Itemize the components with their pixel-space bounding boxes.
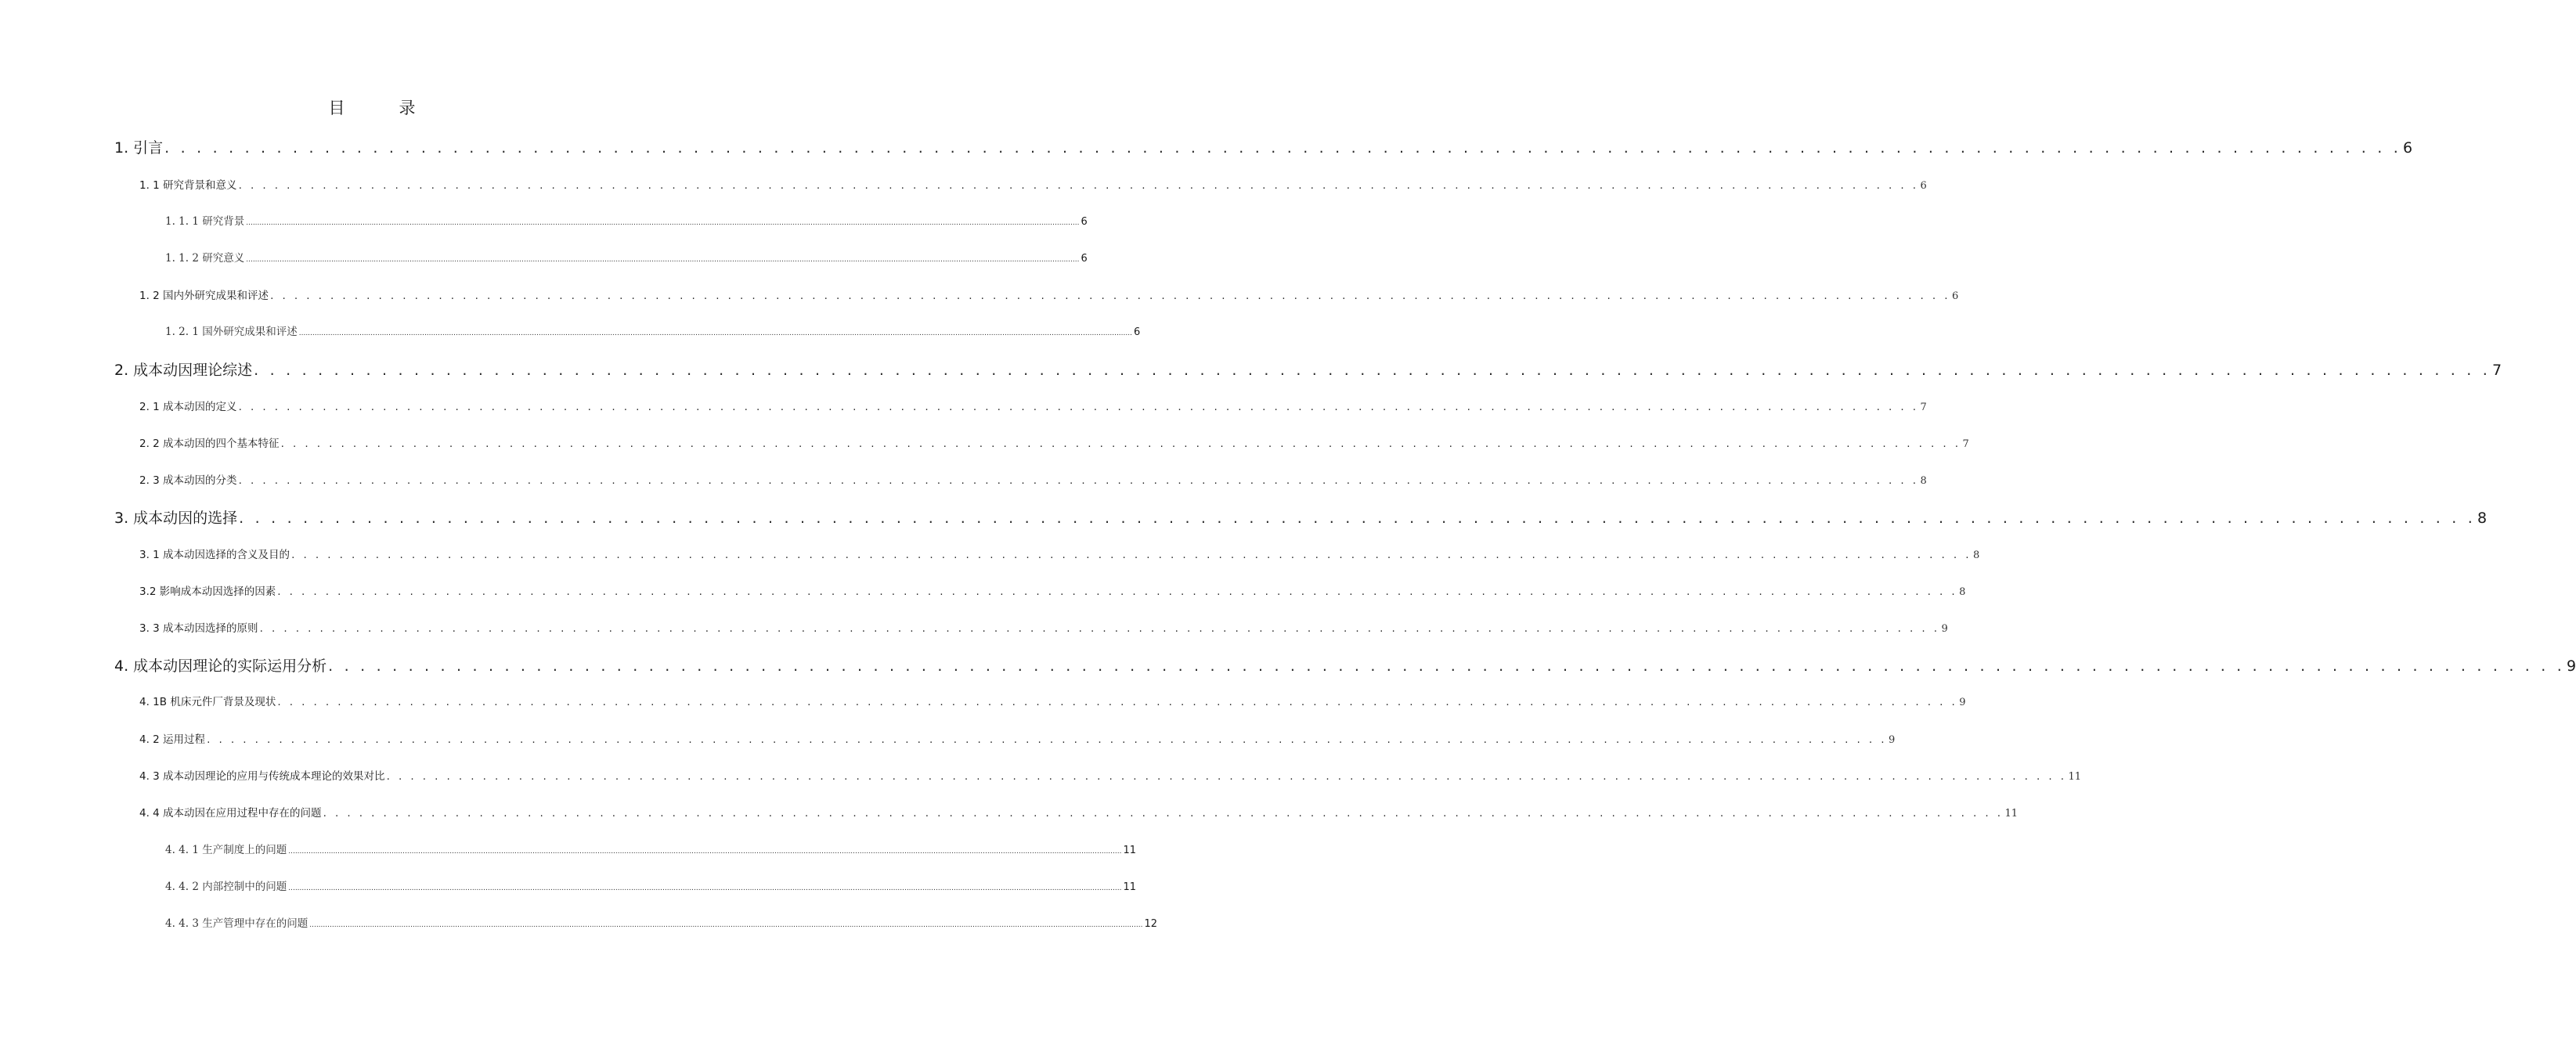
toc-entry-label: 4. 4. 2 内部控制中的问题 bbox=[165, 881, 287, 893]
toc-leader: .................................................................................................................................................................................................................................................................................................................................................................................... bbox=[309, 921, 1143, 929]
toc-entry-page: 8 bbox=[1959, 586, 1966, 598]
toc-entry-label: 4. 2 运用过程 bbox=[139, 733, 206, 746]
toc-leader: .................................................................................................................................................................................................................................................................................................................................................................................... bbox=[288, 848, 1122, 856]
toc-leader: . . . . . . . . . . . . . . . . . . . . . . . . . . . . . . . . . . . . . . . . . . . . . . . . . . . . . . . . . . . . . . . . . . . . . . . . . . . . . . . . . . . . . . . . . . . . . . . . . . . . . . . . . . . . . . . . . . . . . . . . . . . . . . . . . . . . . . . . . . . . bbox=[239, 510, 2477, 527]
toc-entry-page: 6 bbox=[1920, 180, 1927, 192]
toc-leader: . . . . . . . . . . . . . . . . . . . . . . . . . . . . . . . . . . . . . . . . . . . . . . . . . . . . . . . . . . . . . . . . . . . . . . . . . . . . . . . . . . . . . . . . . . . . . . . . . . . . . . . . . . . . . . . . . . . . . . . . . . . . . . . . . . . . . . . . . . . . bbox=[207, 733, 1887, 746]
toc-leader: . . . . . . . . . . . . . . . . . . . . . . . . . . . . . . . . . . . . . . . . . . . . . . . . . . . . . . . . . . . . . . . . . . . . . . . . . . . . . . . . . . . . . . . . . . . . . . . . . . . . . . . . . . . . . . . . . . . . . . . . . . . . . . . . . . . . . . . . . . . . bbox=[259, 622, 1940, 635]
toc-entry[interactable] bbox=[114, 654, 2576, 676]
toc-entry-page: 7 bbox=[2492, 362, 2502, 379]
toc-entry[interactable] bbox=[139, 767, 2081, 783]
toc-entry-label: 3. 3 成本动因选择的原则 bbox=[139, 622, 258, 635]
toc-entry-label: 1. 引言 bbox=[114, 139, 164, 157]
toc-leader: .................................................................................................................................................................................................................................................................................................................................................................................... bbox=[288, 884, 1122, 892]
toc-entry-label: 1. 2 国内外研究成果和评述 bbox=[139, 290, 269, 302]
toc-entry[interactable] bbox=[139, 434, 1969, 450]
toc-entry-label: 2. 3 成本动因的分类 bbox=[139, 474, 237, 487]
toc-entry[interactable] bbox=[139, 693, 1966, 708]
toc-entry[interactable] bbox=[139, 619, 1948, 635]
toc-entry-page: 9 bbox=[2567, 658, 2576, 675]
toc-entry[interactable] bbox=[139, 582, 1966, 598]
toc-entry[interactable] bbox=[165, 877, 1137, 893]
toc-entry[interactable] bbox=[139, 398, 1927, 413]
toc-leader: . . . . . . . . . . . . . . . . . . . . . . . . . . . . . . . . . . . . . . . . . . . . . . . . . . . . . . . . . . . . . . . . . . . . . . . . . . . . . . . . . . . . . . . . . . . . . . . . . . . . . . . . . . . . . . . . . . . . . . . . . . . . . . . . . . . . . . . . . . . . bbox=[238, 179, 1919, 192]
toc-entry[interactable] bbox=[114, 136, 2413, 157]
toc-leader: . . . . . . . . . . . . . . . . . . . . . . . . . . . . . . . . . . . . . . . . . . . . . . . . . . . . . . . . . . . . . . . . . . . . . . . . . . . . . . . . . . . . . . . . . . . . . . . . . . . . . . . . . . . . . . . . . . . . . . . . . . . . . . . . . . . . . . . . . . . . bbox=[254, 362, 2491, 379]
toc-entry-label: 1. 1. 2 研究意义 bbox=[165, 252, 245, 265]
toc-entry-page: 6 bbox=[1133, 326, 1141, 338]
toc-leader: . . . . . . . . . . . . . . . . . . . . . . . . . . . . . . . . . . . . . . . . . . . . . . . . . . . . . . . . . . . . . . . . . . . . . . . . . . . . . . . . . . . . . . . . . . . . . . . . . . . . . . . . . . . . . . . . . . . . . . . . . . . . . . . . . . . . . . . . . . . . bbox=[280, 438, 1961, 450]
toc-entry-page: 11 bbox=[1123, 881, 1137, 893]
toc-leader: . . . . . . . . . . . . . . . . . . . . . . . . . . . . . . . . . . . . . . . . . . . . . . . . . . . . . . . . . . . . . . . . . . . . . . . . . . . . . . . . . . . . . . . . . . . . . . . . . . . . . . . . . . . . . . . . . . . . . . . . . . . . . . . . . . . . . . . . . . . . bbox=[386, 770, 2067, 783]
toc-leader: .................................................................................................................................................................................................................................................................................................................................................................................... bbox=[298, 330, 1132, 337]
toc-entry-page: 8 bbox=[2477, 510, 2488, 527]
toc-entry-page: 7 bbox=[1920, 402, 1927, 413]
toc-entry-page: 11 bbox=[1123, 845, 1137, 856]
toc-entry[interactable] bbox=[139, 546, 1980, 561]
toc-entry[interactable] bbox=[165, 841, 1137, 856]
toc-entry[interactable] bbox=[165, 914, 1158, 930]
toc-leader: . . . . . . . . . . . . . . . . . . . . . . . . . . . . . . . . . . . . . . . . . . . . . . . . . . . . . . . . . . . . . . . . . . . . . . . . . . . . . . . . . . . . . . . . . . . . . . . . . . . . . . . . . . . . . . . . . . . . . . . . . . . . . . . . . . . . . . . . . . . . bbox=[277, 585, 1958, 598]
toc-entry-label: 4. 4 成本动因在应用过程中存在的问题 bbox=[139, 807, 322, 820]
toc-title: 目 录 bbox=[328, 99, 435, 117]
toc-entry-page: 8 bbox=[1972, 549, 1980, 561]
toc-entry-page: 9 bbox=[1941, 623, 1948, 635]
toc-entry-label: 3. 1 成本动因选择的含义及目的 bbox=[139, 549, 290, 561]
toc-entry-label: 3.2 影响成本动因选择的因素 bbox=[139, 585, 276, 598]
toc-leader: . . . . . . . . . . . . . . . . . . . . . . . . . . . . . . . . . . . . . . . . . . . . . . . . . . . . . . . . . . . . . . . . . . . . . . . . . . . . . . . . . . . . . . . . . . . . . . . . . . . . . . . . . . . . . . . . . . . . . . . . . . . . . . . . . . . . . . . . . . . . bbox=[238, 474, 1919, 487]
toc-entry[interactable] bbox=[165, 249, 1088, 265]
toc-entry-label: 4. 3 成本动因理论的应用与传统成本理论的效果对比 bbox=[139, 770, 385, 783]
toc-entry-label: 4. 1B 机床元件厂背景及现状 bbox=[139, 696, 276, 708]
toc-entry-label: 3. 成本动因的选择 bbox=[114, 510, 238, 527]
toc-entry-page: 11 bbox=[2068, 771, 2081, 783]
toc-entry[interactable] bbox=[139, 730, 1896, 746]
toc-entry-page: 12 bbox=[1144, 918, 1158, 930]
toc-entry-label: 1. 1 研究背景和意义 bbox=[139, 179, 237, 192]
toc-entry-label: 2. 2 成本动因的四个基本特征 bbox=[139, 438, 280, 450]
toc-entry-label: 1. 2. 1 国外研究成果和评述 bbox=[165, 326, 298, 338]
toc-entry[interactable] bbox=[114, 358, 2502, 380]
toc-leader: . . . . . . . . . . . . . . . . . . . . . . . . . . . . . . . . . . . . . . . . . . . . . . . . . . . . . . . . . . . . . . . . . . . . . . . . . . . . . . . . . . . . . . . . . . . . . . . . . . . . . . . . . . . . . . . . . . . . . . . . . . . . . . . . . . . . . . . . . . . . bbox=[270, 290, 1950, 302]
toc-entry-label: 2. 成本动因理论综述 bbox=[114, 362, 253, 379]
toc-entry[interactable] bbox=[139, 176, 1927, 192]
toc-entry[interactable] bbox=[165, 212, 1088, 228]
toc-entry[interactable] bbox=[139, 804, 2018, 820]
toc-entry-page: 9 bbox=[1959, 697, 1966, 708]
toc-entry-label: 4. 4. 3 生产管理中存在的问题 bbox=[165, 917, 308, 930]
toc-leader: . . . . . . . . . . . . . . . . . . . . . . . . . . . . . . . . . . . . . . . . . . . . . . . . . . . . . . . . . . . . . . . . . . . . . . . . . . . . . . . . . . . . . . . . . . . . . . . . . . . . . . . . . . . . . . . . . . . . . . . . . . . . . . . . . . . . . . . . . . . . bbox=[328, 658, 2566, 675]
toc-entry-page: 6 bbox=[1081, 216, 1088, 228]
toc-entry-page: 6 bbox=[2403, 139, 2413, 157]
toc-entry-label: 4. 成本动因理论的实际运用分析 bbox=[114, 658, 327, 675]
toc-entry-page: 6 bbox=[1081, 253, 1088, 265]
toc-entry-label: 1. 1. 1 研究背景 bbox=[165, 215, 245, 228]
toc-entry[interactable] bbox=[165, 322, 1141, 338]
toc-entry-page: 9 bbox=[1888, 734, 1896, 746]
toc-leader: .................................................................................................................................................................................................................................................................................................................................................................................... bbox=[246, 219, 1080, 227]
toc-entry[interactable] bbox=[139, 286, 1959, 302]
toc-leader: . . . . . . . . . . . . . . . . . . . . . . . . . . . . . . . . . . . . . . . . . . . . . . . . . . . . . . . . . . . . . . . . . . . . . . . . . . . . . . . . . . . . . . . . . . . . . . . . . . . . . . . . . . . . . . . . . . . . . . . . . . . . . . . . . . . . . . . . . . . . bbox=[277, 696, 1958, 708]
toc-entry-label: 2. 1 成本动因的定义 bbox=[139, 401, 237, 413]
toc-leader: .................................................................................................................................................................................................................................................................................................................................................................................... bbox=[246, 256, 1080, 264]
toc-entry-label: 4. 4. 1 生产制度上的问题 bbox=[165, 844, 287, 856]
toc-entry-page: 11 bbox=[2004, 808, 2018, 820]
toc-leader: . . . . . . . . . . . . . . . . . . . . . . . . . . . . . . . . . . . . . . . . . . . . . . . . . . . . . . . . . . . . . . . . . . . . . . . . . . . . . . . . . . . . . . . . . . . . . . . . . . . . . . . . . . . . . . . . . . . . . . . . . . . . . . . . . . . . . . . . . . . . bbox=[291, 549, 1972, 561]
toc-entry-page: 7 bbox=[1962, 438, 1969, 450]
toc-entry-page: 6 bbox=[1951, 290, 1959, 302]
toc-entry[interactable] bbox=[114, 506, 2488, 528]
toc-entry-page: 8 bbox=[1920, 475, 1927, 487]
toc-leader: . . . . . . . . . . . . . . . . . . . . . . . . . . . . . . . . . . . . . . . . . . . . . . . . . . . . . . . . . . . . . . . . . . . . . . . . . . . . . . . . . . . . . . . . . . . . . . . . . . . . . . . . . . . . . . . . . . . . . . . . . . . . . . . . . . . . . . . . . . . . bbox=[164, 139, 2402, 157]
toc-leader: . . . . . . . . . . . . . . . . . . . . . . . . . . . . . . . . . . . . . . . . . . . . . . . . . . . . . . . . . . . . . . . . . . . . . . . . . . . . . . . . . . . . . . . . . . . . . . . . . . . . . . . . . . . . . . . . . . . . . . . . . . . . . . . . . . . . . . . . . . . . bbox=[238, 401, 1919, 413]
toc-leader: . . . . . . . . . . . . . . . . . . . . . . . . . . . . . . . . . . . . . . . . . . . . . . . . . . . . . . . . . . . . . . . . . . . . . . . . . . . . . . . . . . . . . . . . . . . . . . . . . . . . . . . . . . . . . . . . . . . . . . . . . . . . . . . . . . . . . . . . . . . . bbox=[323, 807, 2004, 820]
toc-entry[interactable] bbox=[139, 471, 1927, 487]
